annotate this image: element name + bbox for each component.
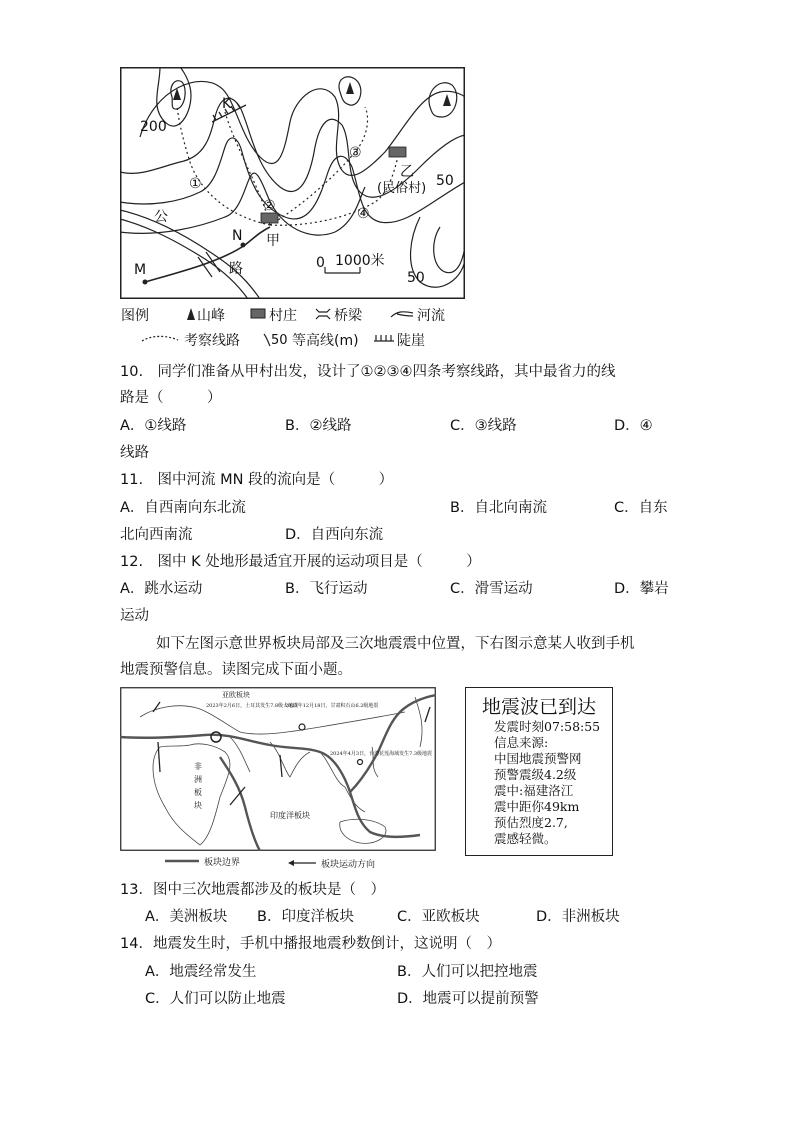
legend-boundary: 板块边界 bbox=[204, 858, 241, 868]
contour-label-50-bottom: 50 bbox=[407, 270, 425, 286]
q10-option-d[interactable]: D．④ bbox=[614, 418, 653, 434]
plate-label-africa-2: 洲 bbox=[194, 775, 202, 784]
route-label-1: ① bbox=[189, 176, 202, 192]
note-turkey: 2023年2月6日，土耳其发生7.8级大地震 bbox=[206, 703, 299, 709]
legend-cliff: 陡崖 bbox=[397, 333, 425, 349]
alert-body bbox=[466, 719, 612, 847]
legend-river: 河流 bbox=[417, 308, 445, 324]
q11-stem: 11. 图中河流 MN 段的流向是（ ） bbox=[120, 472, 394, 488]
q14-option-c[interactable]: C．人们可以防止地震 bbox=[145, 991, 286, 1007]
legend-contour-num: 50 bbox=[271, 333, 288, 348]
legend-bridge: 桥梁 bbox=[334, 308, 362, 324]
q11-option-c-cont: 北向西南流 bbox=[120, 527, 193, 543]
note-taiwan: 2024年4月3日，台湾花莲海域发生7.3级地震 bbox=[330, 751, 433, 757]
q12-stem: 12. 图中 K 处地形最适宜开展的运动项目是（ ） bbox=[120, 554, 481, 570]
q12-option-d[interactable]: D．攀岩 bbox=[614, 581, 669, 597]
map-legend bbox=[121, 305, 149, 325]
legend-peak: 山峰 bbox=[197, 308, 225, 324]
intro-line1: 如下左图示意世界板块局部及三次地震震中位置，下右图示意某人收到手机 bbox=[156, 636, 635, 652]
alert-title: 地震波已到达 bbox=[481, 696, 596, 718]
q10-option-b[interactable]: B．②线路 bbox=[285, 418, 352, 434]
q14-option-d[interactable]: D．地震可以提前预警 bbox=[397, 991, 539, 1007]
q11-option-c[interactable]: C．自东 bbox=[614, 500, 668, 516]
alert-line: 震中距你49km bbox=[494, 799, 580, 814]
q13-option-b[interactable]: B．印度洋板块 bbox=[257, 909, 354, 925]
point-m bbox=[143, 280, 148, 285]
q12-option-a[interactable]: A．跳水运动 bbox=[120, 581, 203, 597]
q14-option-a[interactable]: A．地震经常发生 bbox=[145, 964, 257, 980]
plate-label-africa-4: 块 bbox=[194, 801, 202, 810]
cliff-icon bbox=[373, 332, 395, 344]
river-icon bbox=[389, 307, 415, 321]
plate-label-indian: 印度洋板块 bbox=[270, 811, 310, 820]
scale-text: 1000米 bbox=[335, 253, 385, 269]
road-label-1: 公 bbox=[154, 209, 168, 225]
alert-line: 震感轻微。 bbox=[494, 831, 557, 846]
q12-option-d-cont: 运动 bbox=[120, 608, 149, 624]
jia-label: 甲 bbox=[266, 233, 280, 249]
alert-line: 预警震级4.2级 bbox=[494, 767, 577, 782]
q13-option-d[interactable]: D．非洲板块 bbox=[536, 909, 620, 925]
village-jia bbox=[261, 213, 278, 223]
q12-option-c[interactable]: C．滑雪运动 bbox=[450, 581, 533, 597]
q10-option-c[interactable]: C．③线路 bbox=[450, 418, 517, 434]
route-label-3: ③ bbox=[349, 145, 362, 161]
legend-title: 图例 bbox=[121, 308, 149, 324]
q13-stem: 13．图中三次地震都涉及的板块是（ ） bbox=[120, 882, 385, 898]
route-label-2: ② bbox=[263, 198, 276, 214]
village-yi bbox=[389, 147, 406, 157]
q14-stem: 14．地震发生时，手机中播报地震秒数倒计，这说明（ ） bbox=[120, 936, 501, 952]
legend-route: 考察线路 bbox=[184, 333, 240, 349]
scale-zero: 0 bbox=[316, 255, 325, 271]
q12-option-b[interactable]: B．飞行运动 bbox=[285, 581, 368, 597]
contour-label-200: 200 bbox=[140, 119, 167, 135]
q10-option-a[interactable]: A．①线路 bbox=[120, 418, 187, 434]
alert-line: 中国地震预警网 bbox=[494, 751, 582, 766]
road-label-2: 路 bbox=[229, 261, 243, 277]
legend-village: 村庄 bbox=[269, 308, 297, 324]
contour-map bbox=[120, 67, 465, 299]
plate-label-eurasia: 亚欧板块 bbox=[222, 691, 250, 699]
alert-line: 震中:福建洛江 bbox=[494, 783, 574, 798]
note-gansu: 2023年12月18日，甘肃积石山6.2级地震 bbox=[285, 703, 379, 709]
yi-sub-label: (民俗村) bbox=[377, 181, 427, 196]
q10-stem-line1: 10. 同学们准备从甲村出发，设计了①②③④四条考察线路，其中最省力的线 bbox=[120, 364, 616, 380]
legend-contour: 等高线(m) bbox=[292, 333, 359, 349]
alert-line: 预估烈度2.7, bbox=[494, 815, 568, 830]
plate-label-africa-1: 非 bbox=[194, 762, 202, 771]
q13-option-a[interactable]: A．美洲板块 bbox=[145, 909, 228, 925]
k-label: K bbox=[222, 96, 232, 112]
q11-option-d[interactable]: D．自西向东流 bbox=[285, 527, 384, 543]
village-icon bbox=[250, 308, 266, 319]
alert-line: 信息来源: bbox=[494, 735, 549, 750]
bridge-icon bbox=[314, 307, 332, 321]
plate-label-africa-3: 板 bbox=[194, 788, 202, 797]
contour-label-50-right: 50 bbox=[436, 173, 454, 189]
boundary-legend-icon bbox=[164, 857, 200, 865]
motion-legend-icon bbox=[287, 859, 317, 867]
q10-option-d-cont: 线路 bbox=[120, 445, 149, 461]
peak-icon bbox=[186, 307, 196, 321]
route-label-4: ④ bbox=[357, 206, 370, 222]
earthquake-alert-card bbox=[465, 687, 613, 856]
q10-stem-line2: 路是（ ） bbox=[120, 390, 222, 406]
intro-line2: 地震预警信息。读图完成下面小题。 bbox=[120, 662, 352, 678]
yi-label: 乙 bbox=[400, 164, 414, 180]
legend-motion: 板块运动方向 bbox=[321, 860, 376, 870]
m-label: M bbox=[134, 262, 147, 278]
q11-option-a[interactable]: A．自西南向东北流 bbox=[120, 500, 246, 516]
q14-option-b[interactable]: B．人们可以把控地震 bbox=[397, 964, 538, 980]
plate-map bbox=[120, 687, 436, 851]
n-label: N bbox=[232, 228, 243, 244]
q11-option-b[interactable]: B．自北向南流 bbox=[450, 500, 547, 516]
alert-line: 发震时刻07:58:55 bbox=[494, 719, 601, 734]
q13-option-c[interactable]: C．亚欧板块 bbox=[397, 909, 480, 925]
route-icon bbox=[140, 333, 180, 343]
